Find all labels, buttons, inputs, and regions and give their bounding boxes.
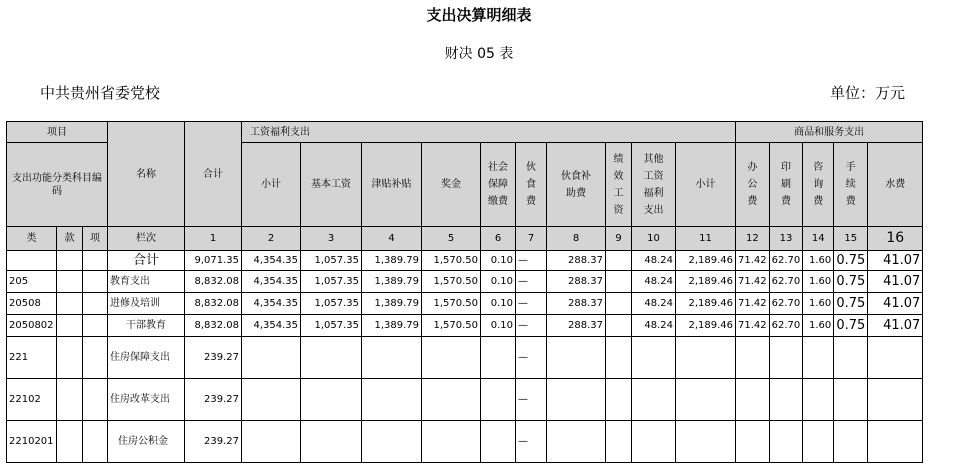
value-cell: 1.60: [803, 315, 834, 337]
xiang-cell: [83, 293, 108, 315]
col-num-12: 12: [736, 227, 770, 251]
name-cell: 合计: [108, 251, 185, 271]
value-cell: 0.10: [481, 293, 516, 315]
value-cell: [868, 379, 923, 421]
total-cell: 8,832.08: [185, 293, 242, 315]
value-cell: [547, 337, 606, 379]
total-cell: 239.27: [185, 421, 242, 463]
kuan-cell: [57, 421, 83, 463]
value-cell: [362, 421, 422, 463]
code-cell: 221: [7, 337, 57, 379]
col-num-6: 6: [481, 227, 516, 251]
value-cell: 62.70: [769, 315, 803, 337]
header-col-5: 社会保障缴费: [481, 143, 516, 227]
value-cell: [547, 379, 606, 421]
header-col-6: 伙食费: [516, 143, 547, 227]
value-cell: 1,570.50: [422, 315, 481, 337]
col-num-9: 9: [606, 227, 632, 251]
value-cell: 1,057.35: [301, 293, 362, 315]
value-cell: [736, 421, 770, 463]
value-cell: 62.70: [769, 293, 803, 315]
value-cell: —: [516, 251, 547, 271]
header-col-2: 基本工资: [301, 143, 362, 227]
col-num-3: 3: [301, 227, 362, 251]
header-wage-group: 工资福利支出: [242, 122, 736, 143]
value-cell: [606, 271, 632, 293]
value-cell: [632, 337, 676, 379]
total-cell: 8,832.08: [185, 315, 242, 337]
name-cell: 进修及培训: [108, 293, 185, 315]
col-num-7: 7: [516, 227, 547, 251]
value-cell: [632, 379, 676, 421]
value-cell: [422, 379, 481, 421]
value-cell: 41.07: [868, 251, 923, 271]
value-cell: —: [516, 271, 547, 293]
value-cell: 0.10: [481, 315, 516, 337]
header-xiang: 项: [83, 227, 108, 251]
page-title: 支出决算明细表: [426, 6, 532, 24]
value-cell: [301, 421, 362, 463]
value-cell: 288.37: [547, 315, 606, 337]
value-cell: —: [516, 315, 547, 337]
value-cell: [834, 379, 868, 421]
col-num-10: 10: [632, 227, 676, 251]
header-col-3: 津贴补贴: [362, 143, 422, 227]
xiang-cell: [83, 271, 108, 293]
value-cell: 1,057.35: [301, 315, 362, 337]
value-cell: 71.42: [736, 293, 770, 315]
kuan-cell: [57, 379, 83, 421]
value-cell: —: [516, 421, 547, 463]
value-cell: [769, 379, 803, 421]
table-row: [7, 421, 923, 463]
value-cell: [769, 421, 803, 463]
value-cell: 2,189.46: [676, 315, 736, 337]
col-num-5: 5: [422, 227, 481, 251]
value-cell: [834, 337, 868, 379]
code-cell: 22102: [7, 379, 57, 421]
value-cell: 4,354.35: [242, 251, 301, 271]
value-cell: [868, 421, 923, 463]
value-cell: 1.60: [803, 251, 834, 271]
value-cell: [769, 337, 803, 379]
table-row: [7, 337, 923, 379]
value-cell: 1,389.79: [362, 315, 422, 337]
code-cell: [7, 251, 57, 271]
value-cell: —: [516, 337, 547, 379]
value-cell: 62.70: [769, 251, 803, 271]
table-row: [7, 251, 923, 271]
col-num-15: 15: [834, 227, 868, 251]
form-number: 财决 05 表: [444, 46, 514, 62]
value-cell: [481, 337, 516, 379]
total-cell: 239.27: [185, 379, 242, 421]
value-cell: [834, 421, 868, 463]
value-cell: [803, 337, 834, 379]
value-cell: [301, 337, 362, 379]
value-cell: 4,354.35: [242, 293, 301, 315]
value-cell: [481, 421, 516, 463]
code-cell: 205: [7, 271, 57, 293]
header-project: 项目: [7, 122, 108, 143]
kuan-cell: [57, 315, 83, 337]
col-num-2: 2: [242, 227, 301, 251]
value-cell: 2,189.46: [676, 271, 736, 293]
value-cell: 1,389.79: [362, 293, 422, 315]
value-cell: [422, 421, 481, 463]
value-cell: 288.37: [547, 271, 606, 293]
code-cell: 2050802: [7, 315, 57, 337]
xiang-cell: [83, 379, 108, 421]
value-cell: 71.42: [736, 251, 770, 271]
value-cell: 0.10: [481, 271, 516, 293]
value-cell: 1,389.79: [362, 251, 422, 271]
value-cell: 48.24: [632, 251, 676, 271]
value-cell: 48.24: [632, 293, 676, 315]
value-cell: [736, 337, 770, 379]
table-row: [7, 315, 923, 337]
col-num-8: 8: [547, 227, 606, 251]
value-cell: [242, 421, 301, 463]
unit-label: 单位：万元: [830, 84, 906, 102]
value-cell: 1,570.50: [422, 293, 481, 315]
value-cell: [868, 337, 923, 379]
header-row-1: [7, 122, 923, 143]
header-col-1: 小计: [242, 143, 301, 227]
total-cell: 8,832.08: [185, 271, 242, 293]
kuan-cell: [57, 271, 83, 293]
kuan-cell: [57, 251, 83, 271]
header-col-8: 绩效工资: [606, 143, 632, 227]
kuan-cell: [57, 293, 83, 315]
table-row: [7, 271, 923, 293]
value-cell: 0.75: [834, 315, 868, 337]
xiang-cell: [83, 315, 108, 337]
value-cell: —: [516, 293, 547, 315]
value-cell: 41.07: [868, 315, 923, 337]
name-cell: 住房公积金: [108, 421, 185, 463]
value-cell: 1,057.35: [301, 251, 362, 271]
xiang-cell: [83, 421, 108, 463]
organization-name: 中共贵州省委党校: [40, 84, 161, 102]
value-cell: [676, 379, 736, 421]
header-lei: 类: [7, 227, 57, 251]
header-col-14: 手续费: [834, 143, 868, 227]
col-num-16: 16: [868, 227, 923, 251]
value-cell: 0.75: [834, 293, 868, 315]
name-cell: 住房改革支出: [108, 379, 185, 421]
value-cell: [676, 421, 736, 463]
col-num-4: 4: [362, 227, 422, 251]
value-cell: 71.42: [736, 271, 770, 293]
value-cell: [606, 379, 632, 421]
value-cell: [301, 379, 362, 421]
value-cell: 41.07: [868, 293, 923, 315]
header-col-15: 水费: [868, 143, 923, 227]
value-cell: [242, 337, 301, 379]
value-cell: [362, 337, 422, 379]
header-col-11: 办公费: [736, 143, 770, 227]
expenditure-table: [6, 121, 923, 463]
value-cell: [736, 379, 770, 421]
col-num-1: 1: [185, 227, 242, 251]
value-cell: 0.10: [481, 251, 516, 271]
value-cell: [803, 421, 834, 463]
header-col-7: 伙食补助费: [547, 143, 606, 227]
header-func-class: 支出功能分类科目编码: [7, 143, 108, 227]
value-cell: [362, 379, 422, 421]
code-cell: 2210201: [7, 421, 57, 463]
header-goods-group: 商品和服务支出: [736, 122, 923, 143]
value-cell: 0.75: [834, 271, 868, 293]
code-cell: 20508: [7, 293, 57, 315]
name-cell: 干部教育: [108, 315, 185, 337]
value-cell: —: [516, 379, 547, 421]
table-row: [7, 293, 923, 315]
xiang-cell: [83, 251, 108, 271]
value-cell: 41.07: [868, 271, 923, 293]
name-cell: 住房保障支出: [108, 337, 185, 379]
xiang-cell: [83, 337, 108, 379]
value-cell: [606, 315, 632, 337]
header-col-12: 印刷费: [769, 143, 803, 227]
value-cell: [481, 379, 516, 421]
table-row: [7, 379, 923, 421]
value-cell: 4,354.35: [242, 315, 301, 337]
name-cell: 教育支出: [108, 271, 185, 293]
value-cell: 48.24: [632, 315, 676, 337]
value-cell: 1.60: [803, 293, 834, 315]
value-cell: 288.37: [547, 293, 606, 315]
value-cell: [606, 293, 632, 315]
header-total: 合计: [185, 122, 242, 227]
col-num-14: 14: [803, 227, 834, 251]
total-cell: 239.27: [185, 337, 242, 379]
value-cell: [422, 337, 481, 379]
value-cell: 1.60: [803, 271, 834, 293]
header-col-4: 奖金: [422, 143, 481, 227]
value-cell: 2,189.46: [676, 293, 736, 315]
value-cell: [632, 421, 676, 463]
value-cell: 48.24: [632, 271, 676, 293]
value-cell: 1,057.35: [301, 271, 362, 293]
value-cell: [606, 337, 632, 379]
value-cell: 71.42: [736, 315, 770, 337]
kuan-cell: [57, 337, 83, 379]
value-cell: [547, 421, 606, 463]
col-num-11: 11: [676, 227, 736, 251]
total-cell: 9,071.35: [185, 251, 242, 271]
header-name: 名称: [108, 122, 185, 227]
value-cell: 62.70: [769, 271, 803, 293]
value-cell: [676, 337, 736, 379]
header-kuan: 款: [57, 227, 83, 251]
header-row-3: [7, 227, 923, 251]
value-cell: 1,570.50: [422, 271, 481, 293]
col-num-13: 13: [769, 227, 803, 251]
value-cell: [606, 251, 632, 271]
value-cell: [242, 379, 301, 421]
value-cell: 4,354.35: [242, 271, 301, 293]
value-cell: 288.37: [547, 251, 606, 271]
header-col-10: 小计: [676, 143, 736, 227]
value-cell: 1,570.50: [422, 251, 481, 271]
value-cell: [606, 421, 632, 463]
value-cell: 0.75: [834, 251, 868, 271]
value-cell: 1,389.79: [362, 271, 422, 293]
header-col-13: 咨询费: [803, 143, 834, 227]
value-cell: 2,189.46: [676, 251, 736, 271]
header-lanci: 栏次: [108, 227, 185, 251]
value-cell: [803, 379, 834, 421]
header-col-9: 其他工资福利支出: [632, 143, 676, 227]
